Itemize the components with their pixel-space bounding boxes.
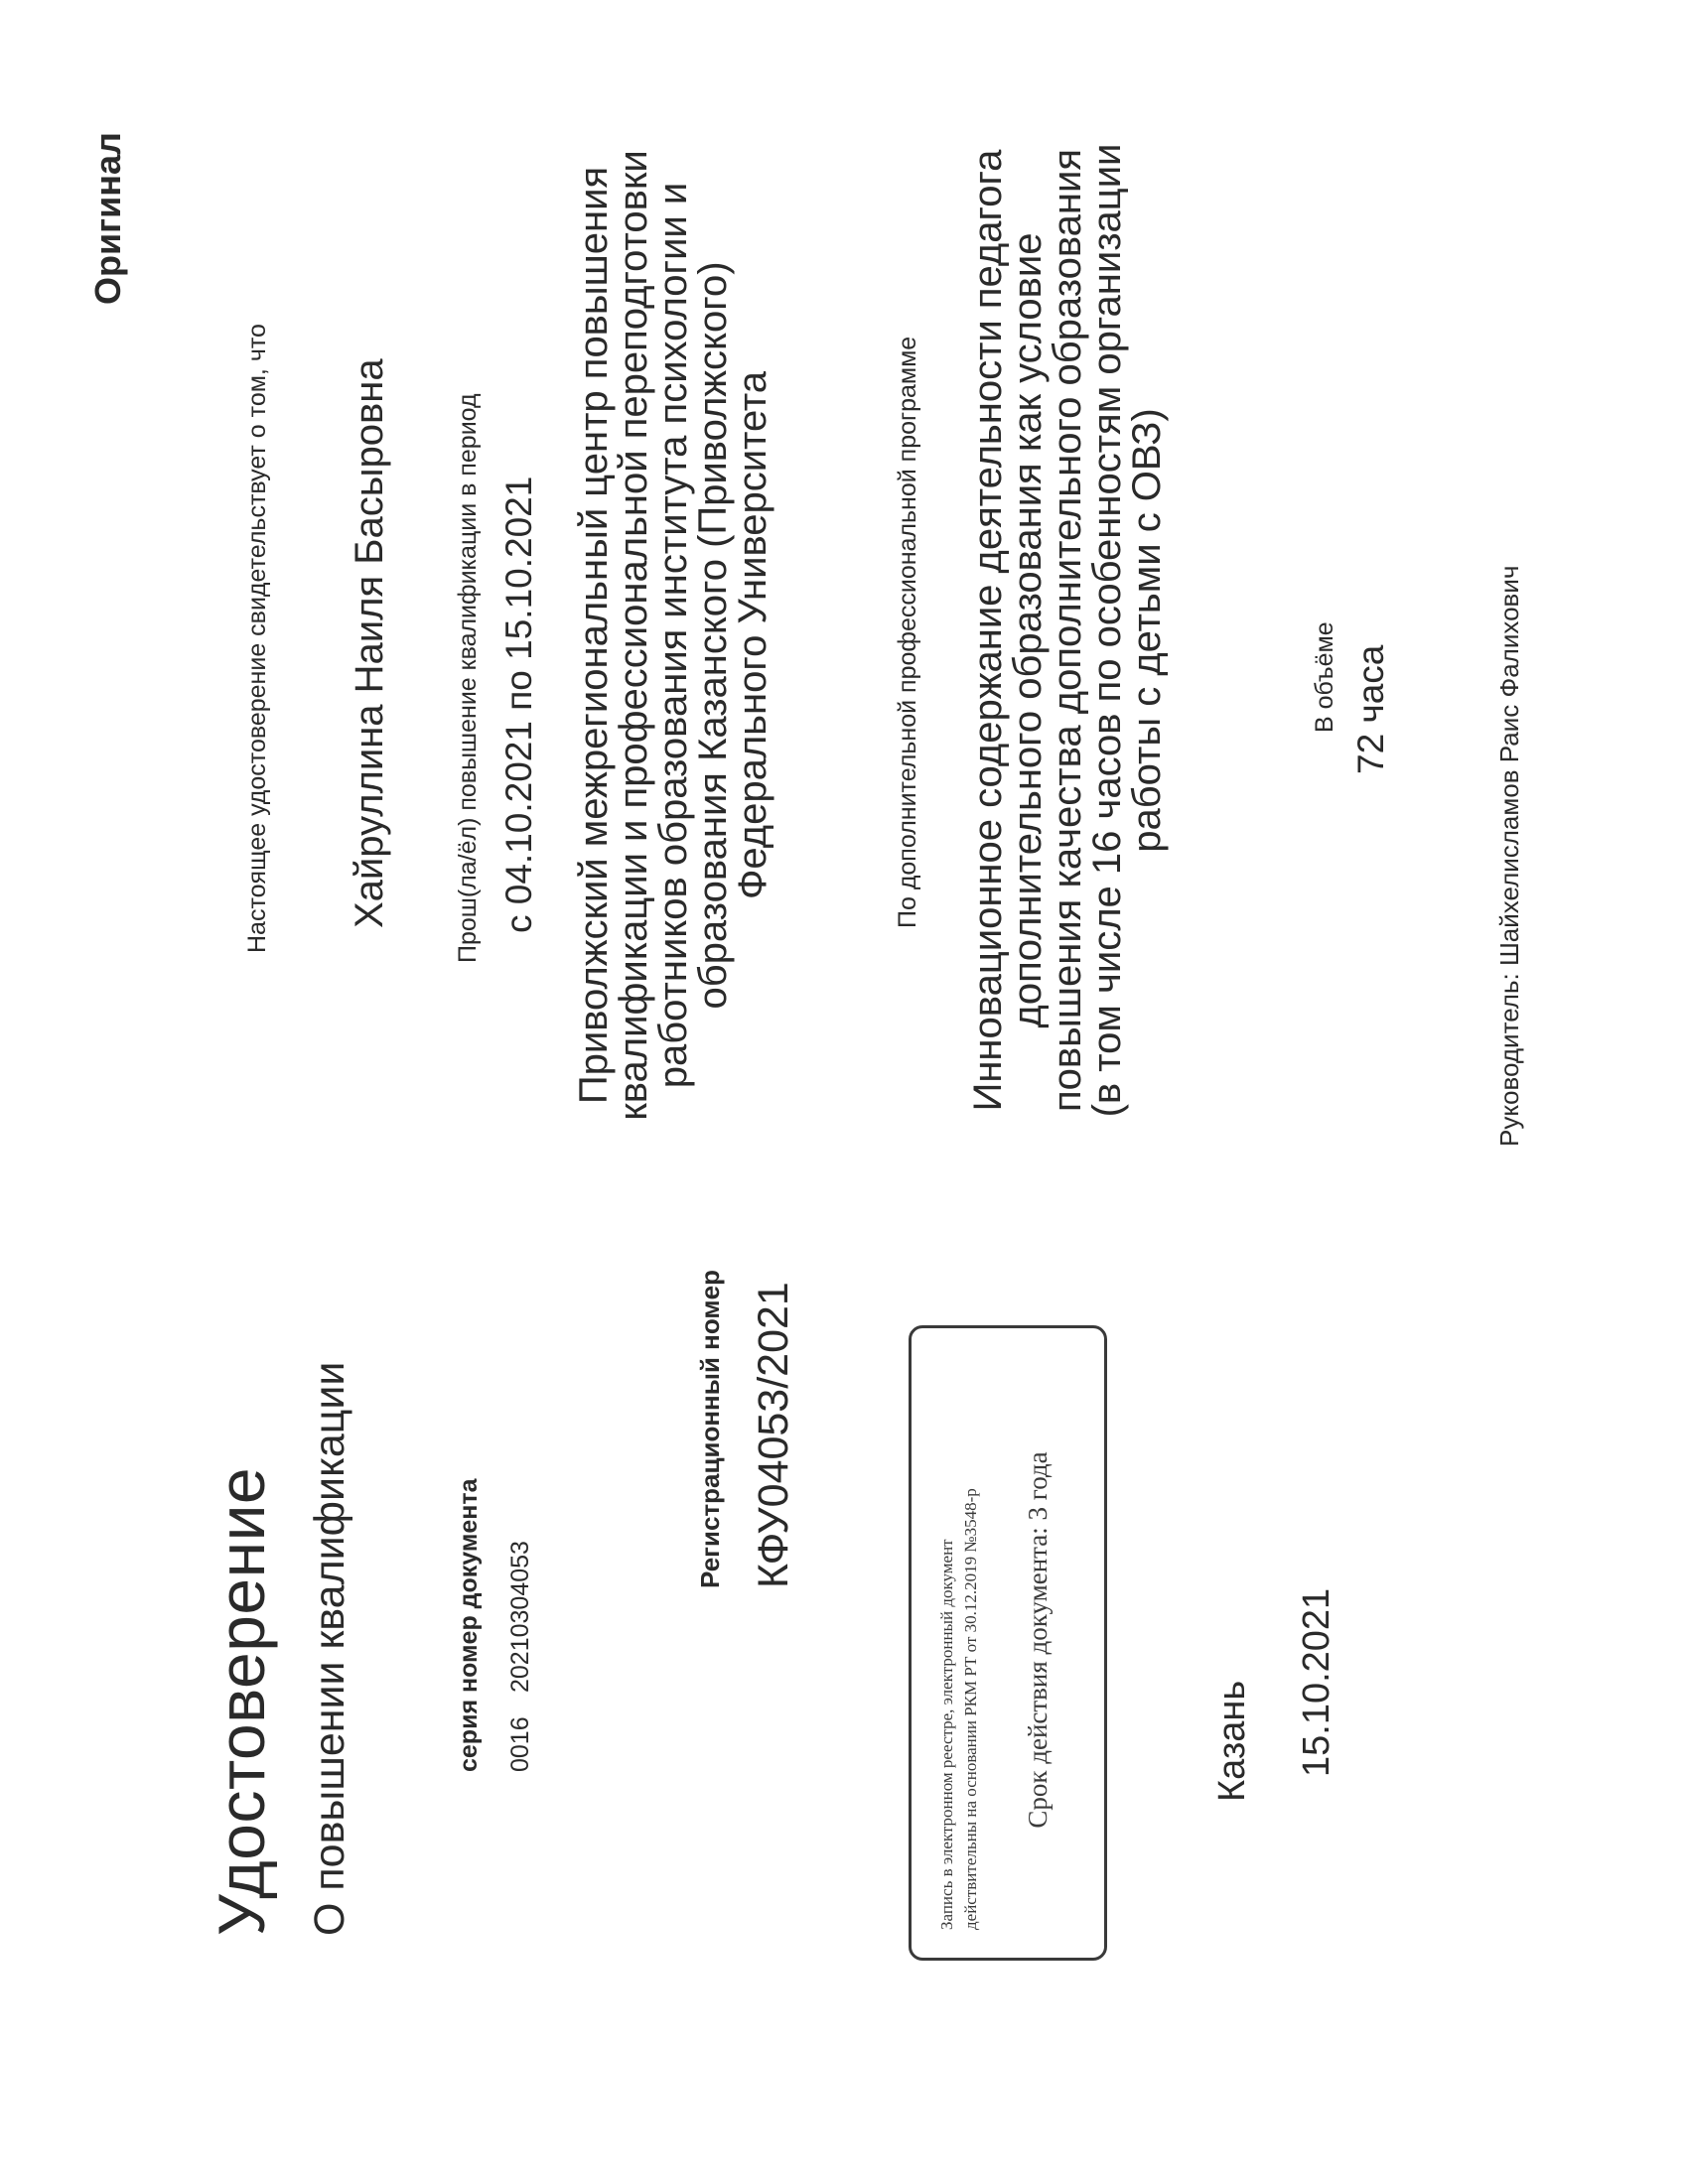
intro-text: Настоящее удостоверение свидетельствует о том, что — [243, 324, 271, 953]
person-name: Хайруллина Наиля Басыровна — [348, 358, 391, 928]
series-label: серия — [455, 1699, 483, 1772]
hours-label: В объёме — [1311, 621, 1338, 733]
period-label: Прош(ла/ёл) повышение квалификации в период — [454, 393, 482, 963]
registry-note-line-2: действительны на основании РКМ РТ от 30.12.2019 №3548-р — [961, 1488, 980, 1930]
organization-name: Приволжский межрегиональный центр повышения квалификации и профессиональной переподготовки работников образования института психологии и образования Казанского (Приволжского) Федерального Университета — [572, 150, 774, 1121]
document-number-label: номер документа — [455, 1478, 483, 1693]
validity-note: Срок действия документа: 3 года — [1023, 1451, 1053, 1829]
document-title: Удостоверение — [205, 1466, 278, 1936]
registry-stamp-box — [909, 1325, 1107, 1961]
registration-number-label: Регистрационный номер — [695, 1270, 725, 1588]
document-number-value: 20210304053 — [506, 1541, 534, 1693]
program-name: Инновационное содержание деятельности педагога дополнительного образования как условие повышения качества дополнительного образования (в том числе 16 часов по особенностям организации работы с детьми с ОВЗ) — [966, 143, 1169, 1118]
document-subtitle: О повышении квалификации — [306, 1361, 353, 1936]
registry-note-line-1: Запись в электронном реестре, электронный документ — [937, 1539, 956, 1930]
period-value: с 04.10.2021 по 15.10.2021 — [498, 476, 539, 933]
head-signature-line: Руководитель: Шайхелисламов Раис Фалихович — [1494, 565, 1524, 1147]
registration-number-value: КФУ04053/2021 — [750, 1282, 797, 1588]
original-label: Оригинал — [87, 132, 128, 305]
issue-date: 15.10.2021 — [1296, 1587, 1337, 1777]
program-label: По дополнительной профессиональной программе — [894, 336, 921, 928]
series-value: 0016 — [506, 1716, 534, 1772]
issue-city: Казань — [1211, 1680, 1253, 1802]
hours-value: 72 часа — [1350, 644, 1391, 774]
